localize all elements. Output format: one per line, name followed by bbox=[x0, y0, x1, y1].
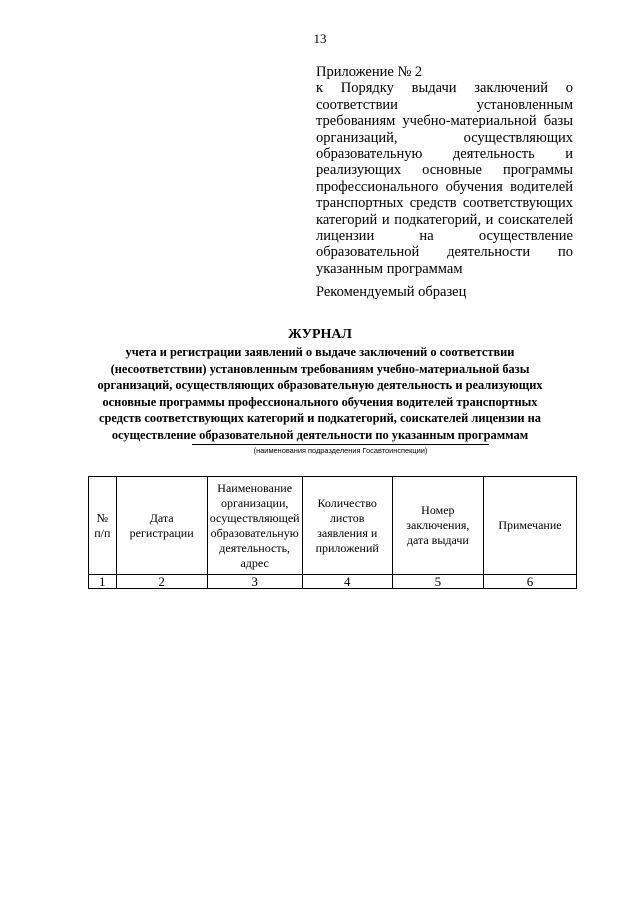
column-number-cell: 4 bbox=[302, 575, 392, 589]
column-number-cell: 1 bbox=[89, 575, 117, 589]
header-cell-registration-date: Дата регистрации bbox=[116, 477, 207, 575]
header-cell-conclusion-number: Номер заключения, дата выдачи bbox=[392, 477, 483, 575]
column-number-cell: 2 bbox=[116, 575, 207, 589]
sample-label: Рекомендуемый образец bbox=[316, 284, 467, 300]
appendix-block bbox=[316, 64, 573, 277]
table-header-row bbox=[89, 477, 577, 575]
header-cell-organization: Наименование организации, осуществляющей образовательную деятельность, адрес bbox=[207, 477, 302, 575]
column-number-cell: 5 bbox=[392, 575, 483, 589]
column-number-cell: 3 bbox=[207, 575, 302, 589]
journal-table bbox=[88, 476, 577, 589]
header-cell-number: № п/п bbox=[89, 477, 117, 575]
subdivision-name-line bbox=[192, 444, 489, 445]
column-number-cell: 6 bbox=[483, 575, 576, 589]
journal-subtitle: учета и регистрации заявлений о выдаче заключений о соответствии (несоответствии) установленным требованиям учебно-материальной базы организаций, осуществляющих образовательную деятельность и реализующих основные программы профессионального обучения водителей транспортных средств соответствующих категорий и подкатегорий, соискателей лицензии на осуществление образовательной деятельности по указанным программам bbox=[97, 345, 543, 442]
table-row bbox=[89, 575, 577, 589]
appendix-title: Приложение № 2 bbox=[316, 64, 423, 80]
header-cell-sheet-count: Количество листов заявления и приложений bbox=[302, 477, 392, 575]
journal-title: ЖУРНАЛ bbox=[288, 327, 352, 342]
header-cell-note: Примечание bbox=[483, 477, 576, 575]
page-number: 13 bbox=[313, 31, 327, 46]
subdivision-caption: (наименования подразделения Госавтоинспекции) bbox=[253, 446, 428, 455]
appendix-body: к Порядку выдачи заключений о соответствии установленным требованиям учебно-материальной базы организаций, осуществляющих образовательную деятельность и реализующих основные программы профессионального обучения водителей транспортных средств соответствующих категорий и подкатегорий, и соискателей лицензии на осуществление образовательной деятельности по указанным программам bbox=[316, 80, 573, 277]
